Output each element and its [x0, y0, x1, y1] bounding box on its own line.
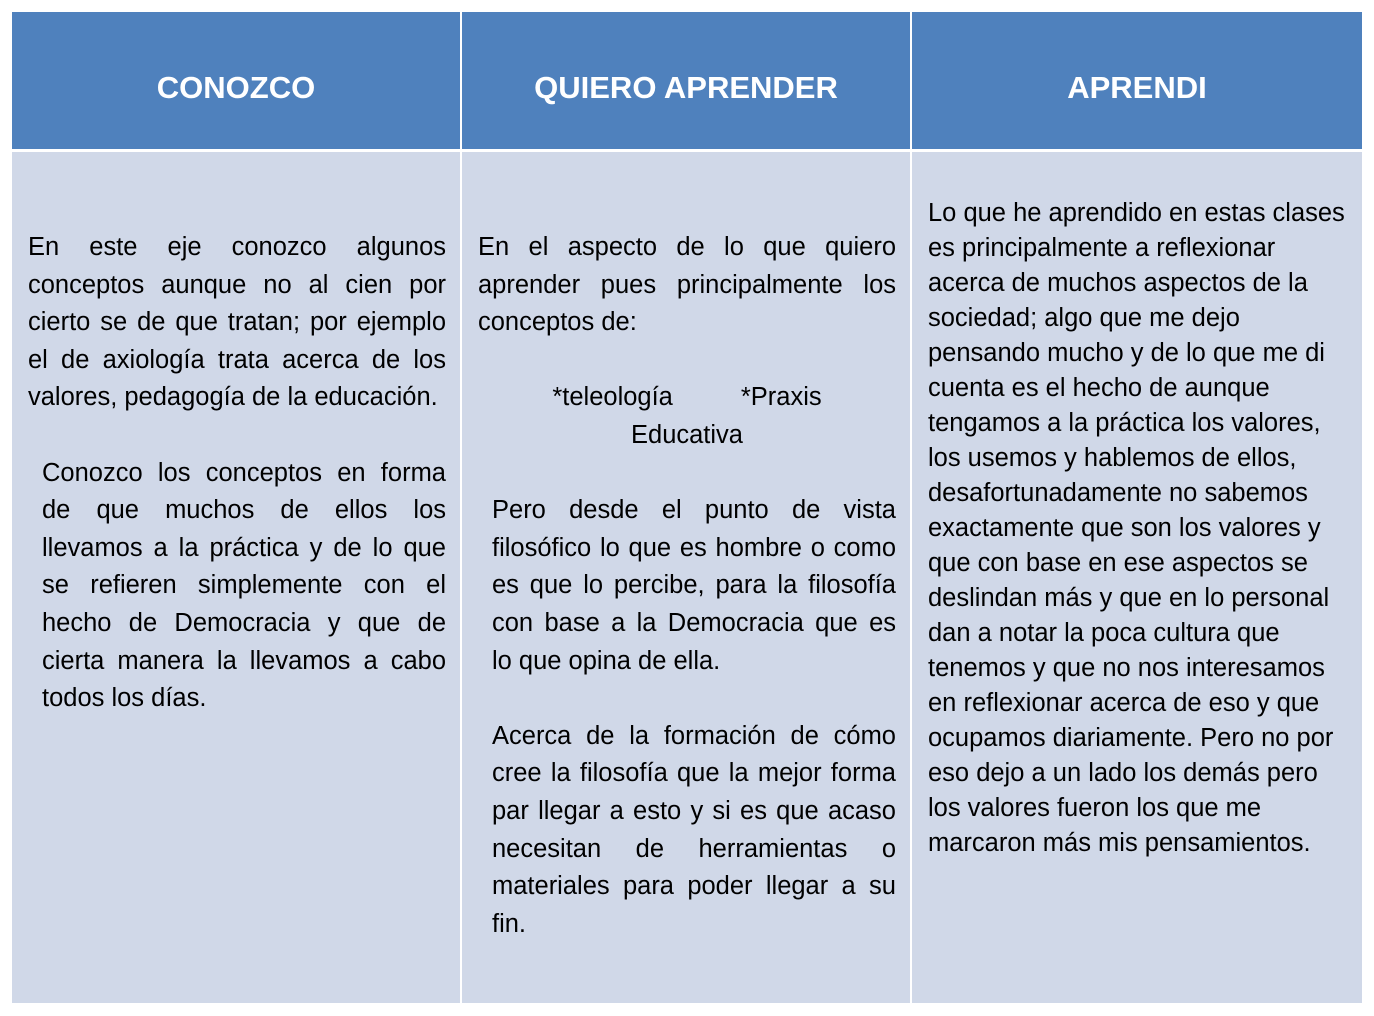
paragraph-gap — [478, 455, 896, 493]
cell-aprendi — [912, 152, 1362, 1003]
header-aprendi: APRENDI — [912, 12, 1362, 152]
paragraph-gap — [28, 417, 446, 455]
cell-quiero-aprender — [462, 152, 912, 1003]
term-praxis: *Praxis — [740, 383, 822, 412]
cell-conozco — [12, 152, 462, 1003]
kwl-table — [12, 12, 1362, 1003]
quiero-paragraph-2: Pero desde el punto de vista filosófico lo que es hombre o como es que lo percibe, para la filosofía con base a la Democracia que es lo que opina de ella. — [492, 496, 896, 675]
term-teleologia: *teleología — [552, 383, 673, 412]
header-quiero-aprender: QUIERO APRENDER — [462, 12, 912, 152]
paragraph-gap — [478, 342, 896, 380]
conozco-paragraph-1: En este eje conozco algunos conceptos aunque no al cien por cierto se de que tratan; por ejemplo el de axiología trata acerca de los valores, pedagogía de la educación. — [28, 233, 446, 412]
quiero-terms-line — [478, 379, 896, 417]
paragraph-gap — [478, 680, 896, 718]
aprendi-paragraph: Lo que he aprendido en estas clases es principalmente a reflexionar acerca de muchos aspectos de la sociedad; algo que me dejo pensando mucho y de lo que me di cuenta es el hecho de aunque tengamos a la práctica los valores, los usemos y hablemos de ellos, desafortunadamente no sabemos exactamente que son los valores y que con base en ese aspectos se deslindan más y que en lo personal dan a notar la poca cultura que tenemos y que no nos interesamos en reflexionar acerca de eso y que ocupamos diariamente. Pero no por eso dejo a un lado los demás pero los valores fueron los que me marcaron más mis pensamientos. — [928, 199, 1345, 857]
header-conozco: CONOZCO — [12, 12, 462, 152]
conozco-paragraph-2: Conozco los conceptos en forma de que muchos de ellos los llevamos a la práctica y de lo que se refieren simplemente con el hecho de Democracia y que de cierta manera la llevamos a cabo todos los días. — [42, 458, 446, 713]
term-praxis-continuation: Educativa — [631, 420, 743, 449]
quiero-paragraph-3: Acerca de la formación de cómo cree la filosofía que la mejor forma par llegar a esto y si es que acaso necesitan de herramientas o materiales para poder llegar a su fin. — [492, 721, 896, 938]
quiero-paragraph-1: En el aspecto de lo que quiero aprender pues principalmente los conceptos de: — [478, 233, 896, 337]
